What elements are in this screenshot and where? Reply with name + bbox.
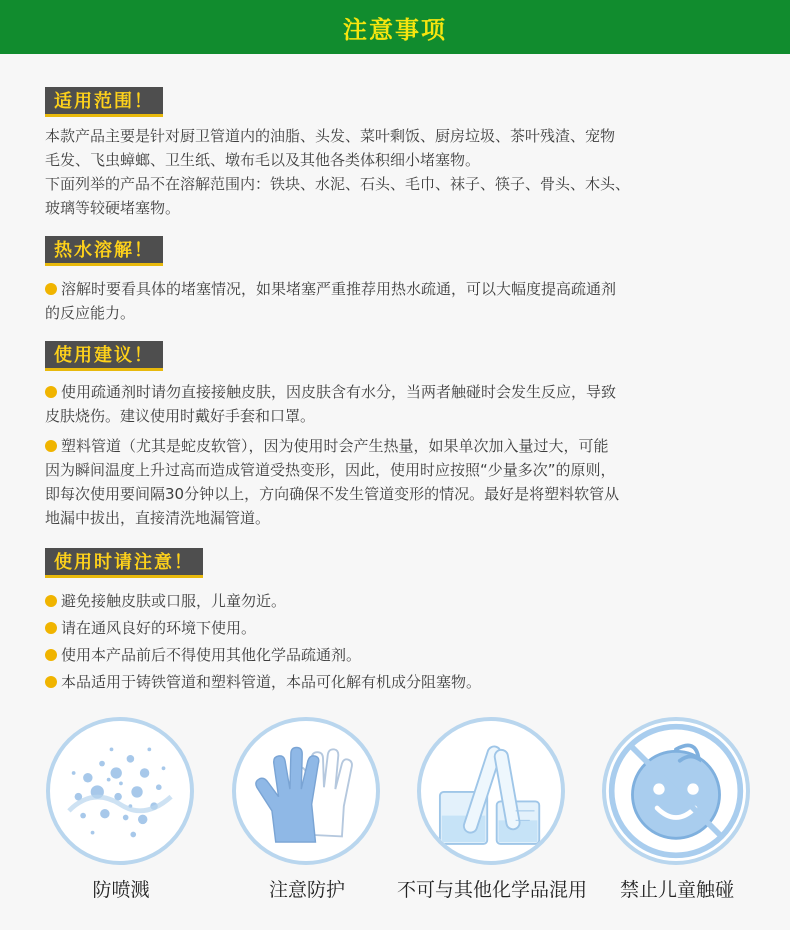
list-item-continuation: 皮肤烧伤。建议使用时戴好手套和口罩。 <box>45 407 316 425</box>
bullet-dot-icon <box>45 283 57 295</box>
list-item-continuation: 地漏中拔出，直接清洗地漏管道。 <box>45 509 271 527</box>
section-title-hot-water: 热水溶解！ <box>45 236 163 266</box>
list-item-continuation: 因为瞬间温度上升过高而造成管道受热变形，因此，使用时应按照“少量多次”的原则， <box>45 461 616 479</box>
section-title-caution: 使用时请注意！ <box>45 548 203 578</box>
list-item-continuation: 即每次使用要间隔30分钟以上，方向确保不发生管道变形的情况。最好是将塑料软管从 <box>45 485 620 503</box>
no-children-icon <box>602 717 750 865</box>
list-item: 溶解时要看具体的堵塞情况，如果堵塞严重推荐用热水疏通，可以大幅度提高疏通剂 <box>45 277 753 301</box>
icon-label-no-children: 禁止儿童触碰 <box>619 879 734 901</box>
list-item: 避免接触皮肤或口服，儿童勿近。 <box>45 589 753 613</box>
list-item-continuation: 的反应能力。 <box>45 304 136 322</box>
bullet-dot-icon <box>45 676 57 688</box>
bullet-dot-icon <box>45 622 57 634</box>
bullet-dot-icon <box>45 649 57 661</box>
beakers-icon <box>417 717 565 865</box>
scope-line: 玻璃等较硬堵塞物。 <box>45 199 181 217</box>
bullet-dot-icon <box>45 386 57 398</box>
bullet-dot-icon <box>45 595 57 607</box>
list-item: 使用本产品前后不得使用其他化学品疏通剂。 <box>45 643 753 667</box>
scope-line: 毛发、飞虫蟑螂、卫生纸、墩布毛以及其他各类体积细小堵塞物。 <box>45 151 481 169</box>
section-title-usage: 使用建议！ <box>45 341 163 371</box>
splash-icon <box>46 717 194 865</box>
list-item: 使用疏通剂时请勿直接接触皮肤，因皮肤含有水分，当两者触碰时会发生反应，导致 <box>45 380 753 404</box>
scope-line: 下面列举的产品不在溶解范围内：铁块、水泥、石头、毛巾、袜子、筷子、骨头、木头、 <box>45 175 631 193</box>
list-item: 请在通风良好的环境下使用。 <box>45 616 753 640</box>
icon-label-gloves: 注意防护 <box>268 879 345 901</box>
header-banner <box>0 0 790 54</box>
gloves-icon <box>232 717 380 865</box>
scope-line: 本款产品主要是针对厨卫管道内的油脂、头发、菜叶剩饭、厨房垃圾、茶叶残渣、宠物 <box>45 127 616 145</box>
icon-label-splash: 防喷溅 <box>92 879 150 901</box>
section-title-scope: 适用范围！ <box>45 87 163 117</box>
page-title: 注意事项 <box>343 16 447 44</box>
icon-label-beakers: 不可与其他化学品混用 <box>396 879 587 901</box>
list-item: 本品适用于铸铁管道和塑料管道，本品可化解有机成分阻塞物。 <box>45 670 753 694</box>
list-item: 塑料管道（尤其是蛇皮软管），因为使用时会产生热量，如果单次加入量过大，可能 <box>45 434 753 458</box>
bullet-dot-icon <box>45 440 57 452</box>
